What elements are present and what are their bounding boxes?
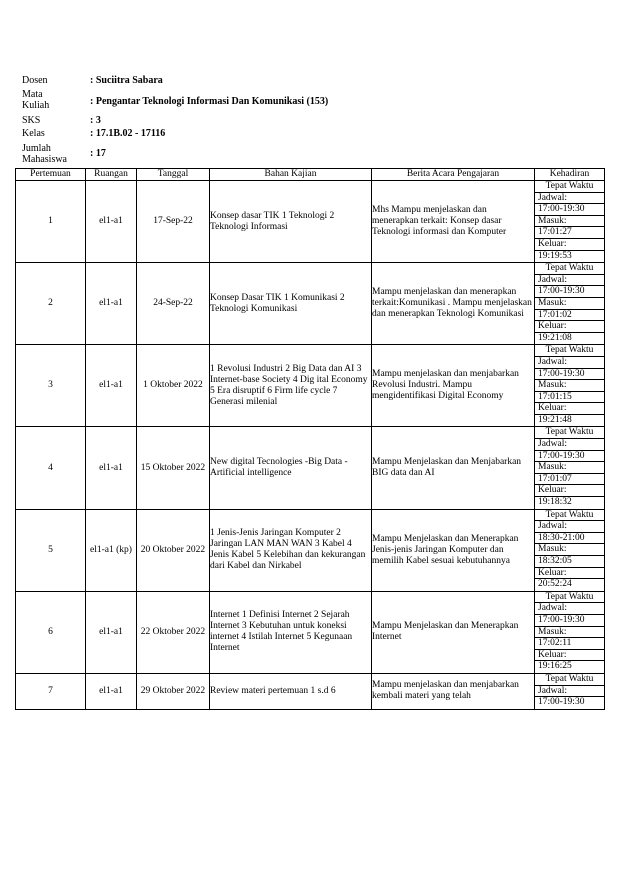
kehadiran-line: Tepat Waktu xyxy=(535,263,604,275)
cell-ruangan: el1-a1 xyxy=(86,427,137,509)
cell-pertemuan: 3 xyxy=(16,345,86,427)
kehadiran-line: 18:32:05 xyxy=(535,556,604,568)
col-header-ruangan: Ruangan xyxy=(86,169,137,181)
cell-bahan-kajian: Konsep Dasar TIK 1 Komunikasi 2 Teknologi Komunikasi xyxy=(210,263,372,345)
cell-pertemuan: 5 xyxy=(16,509,86,591)
kehadiran-line: Jadwal: xyxy=(535,193,604,205)
kehadiran-line: 17:01:27 xyxy=(535,227,604,239)
kehadiran-line: 17:01:02 xyxy=(535,310,604,322)
cell-pertemuan: 4 xyxy=(16,427,86,509)
jumlah-value: : 17 xyxy=(90,148,106,159)
cell-ruangan: el1-a1 xyxy=(86,345,137,427)
cell-ruangan: el1-a1 xyxy=(86,673,137,709)
kehadiran-line: Masuk: xyxy=(535,544,604,556)
kehadiran-line: Keluar: xyxy=(535,485,604,497)
kehadiran-line: 17:00-19:30 xyxy=(535,369,604,381)
cell-bahan-kajian: Internet 1 Definisi Internet 2 Sejarah Internet 3 Kebutuhan untuk koneksi internet 4 Istilah Internet 5 Kegunaan Internet xyxy=(210,591,372,673)
kehadiran-line: Tepat Waktu xyxy=(535,592,604,604)
kehadiran-line: 17:00-19:30 xyxy=(538,697,585,708)
kehadiran-line: 19:16:25 xyxy=(538,661,572,672)
cell-pertemuan: 7 xyxy=(16,673,86,709)
cell-kehadiran xyxy=(535,263,605,345)
cell-bahan-kajian: New digital Tecnologies -Big Data -Artificial intelligence xyxy=(210,427,372,509)
cell-berita-acara: Mhs Mampu menjelaskan dan menerapkan terkait: Konsep dasar Teknologi informasi dan Komputer xyxy=(372,181,535,263)
kehadiran-line: Jadwal: xyxy=(535,439,604,451)
matkul-value: : Pengantar Teknologi Informasi Dan Komunikasi (153) xyxy=(90,96,329,107)
table-row xyxy=(16,673,605,709)
kehadiran-line: Keluar: xyxy=(535,321,604,333)
kehadiran-line: Keluar: xyxy=(535,650,604,662)
kehadiran-line: Jadwal: xyxy=(535,275,604,287)
kehadiran-line: Jadwal: xyxy=(535,521,604,533)
cell-kehadiran xyxy=(535,181,605,263)
berita-acara-table xyxy=(15,168,605,710)
cell-tanggal: 24-Sep-22 xyxy=(137,263,210,345)
cell-bahan-kajian: Review materi pertemuan 1 s.d 6 xyxy=(210,673,372,709)
cell-berita-acara: Mampu menjelaskan dan menjabarkan kembali materi yang telah xyxy=(372,673,535,709)
kehadiran-line: 17:02:11 xyxy=(535,638,604,650)
kehadiran-line: 18:30-21:00 xyxy=(535,533,604,545)
kehadiran-stack xyxy=(535,181,604,262)
kehadiran-stack xyxy=(535,592,604,673)
col-header-bahan-kajian: Bahan Kajian xyxy=(210,169,372,181)
table-row xyxy=(16,263,605,345)
kehadiran-line: Masuk: xyxy=(535,216,604,228)
kelas-value: : 17.1B.02 - 17116 xyxy=(90,128,166,139)
kehadiran-line: 17:01:15 xyxy=(535,392,604,404)
kehadiran-line: 20:52:24 xyxy=(538,579,572,590)
table-row xyxy=(16,427,605,509)
cell-berita-acara: Mampu Menjelaskan dan Menjabarkan BIG data dan AI xyxy=(372,427,535,509)
kehadiran-line: Jadwal: xyxy=(535,603,604,615)
kehadiran-line: Tepat Waktu xyxy=(535,181,604,193)
jumlah-label-1: Jumlah xyxy=(22,143,51,154)
dosen-value: : Suciitra Sabara xyxy=(90,75,163,86)
kehadiran-stack xyxy=(535,510,604,591)
kehadiran-line: 19:19:53 xyxy=(538,250,572,261)
kehadiran-line: Tepat Waktu xyxy=(535,345,604,357)
kehadiran-line: Jadwal: xyxy=(535,357,604,369)
matkul-label-2: Kuliah xyxy=(22,100,50,111)
cell-pertemuan: 6 xyxy=(16,591,86,673)
kehadiran-line: 19:21:48 xyxy=(538,414,572,425)
cell-ruangan: el1-a1 xyxy=(86,181,137,263)
cell-kehadiran xyxy=(535,427,605,509)
cell-berita-acara: Mampu Menjelaskan dan Menerapkan Jenis-jenis Jaringan Komputer dan memilih Kabel sesuai kebutuhannya xyxy=(372,509,535,591)
cell-ruangan: el1-a1 xyxy=(86,263,137,345)
cell-ruangan: el1-a1 (kp) xyxy=(86,509,137,591)
table-row xyxy=(16,345,605,427)
cell-kehadiran xyxy=(535,591,605,673)
table-row xyxy=(16,181,605,263)
cell-bahan-kajian: Konsep dasar TIK 1 Teknologi 2 Teknologi Informasi xyxy=(210,181,372,263)
kehadiran-line: Jadwal: xyxy=(535,686,604,698)
col-header-berita-acara: Berita Acara Pengajaran xyxy=(372,169,535,181)
cell-kehadiran xyxy=(535,673,605,709)
kehadiran-line: Tepat Waktu xyxy=(535,674,604,686)
kehadiran-line: Keluar: xyxy=(535,239,604,251)
cell-bahan-kajian: 1 Jenis-Jenis Jaringan Komputer 2 Jaringan LAN MAN WAN 3 Kabel 4 Jenis Kabel 5 Kelebihan dan kekurangan dari Kabel dan Nirkabel xyxy=(210,509,372,591)
cell-tanggal: 20 Oktober 2022 xyxy=(137,509,210,591)
table-row xyxy=(16,509,605,591)
sks-value: : 3 xyxy=(90,115,101,126)
jumlah-label-2: Mahasiswa xyxy=(22,154,67,165)
cell-berita-acara: Mampu menjelaskan dan menjabarkan Revolusi Industri. Mampu mengidentifikasi Digital Economy xyxy=(372,345,535,427)
table-row xyxy=(16,591,605,673)
dosen-label: Dosen xyxy=(22,75,48,86)
kehadiran-line: Tepat Waktu xyxy=(535,510,604,522)
kehadiran-line: Masuk: xyxy=(535,298,604,310)
table-header-row xyxy=(16,169,605,181)
kehadiran-line: Masuk: xyxy=(535,380,604,392)
cell-tanggal: 17-Sep-22 xyxy=(137,181,210,263)
kehadiran-line: 17:00-19:30 xyxy=(535,204,604,216)
kehadiran-line: 17:00-19:30 xyxy=(535,286,604,298)
cell-berita-acara: Mampu menjelaskan dan menerapkan terkait:Komunikasi . Mampu menjelaskan dan menerapkan Teknologi Komunikasi xyxy=(372,263,535,345)
col-header-pertemuan: Pertemuan xyxy=(16,169,86,181)
kelas-label: Kelas xyxy=(22,128,45,139)
kehadiran-stack xyxy=(535,427,604,508)
cell-tanggal: 22 Oktober 2022 xyxy=(137,591,210,673)
kehadiran-stack xyxy=(535,345,604,426)
cell-ruangan: el1-a1 xyxy=(86,591,137,673)
matkul-label-1: Mata xyxy=(22,89,43,100)
kehadiran-stack xyxy=(535,674,604,709)
cell-bahan-kajian: 1 Revolusi Industri 2 Big Data dan AI 3 Internet-base Society 4 Dig ital Economy 5 Era disruptif 6 Firm life cycle 7 Generasi milenial xyxy=(210,345,372,427)
cell-berita-acara: Mampu Menjelaskan dan Menerapkan Internet xyxy=(372,591,535,673)
cell-tanggal: 1 Oktober 2022 xyxy=(137,345,210,427)
cell-kehadiran xyxy=(535,345,605,427)
kehadiran-line: Masuk: xyxy=(535,462,604,474)
kehadiran-line: Masuk: xyxy=(535,627,604,639)
sks-label: SKS xyxy=(22,115,41,126)
kehadiran-stack xyxy=(535,263,604,344)
col-header-kehadiran: Kehadiran xyxy=(535,169,605,181)
cell-tanggal: 29 Oktober 2022 xyxy=(137,673,210,709)
kehadiran-line: Keluar: xyxy=(535,403,604,415)
kehadiran-line: Keluar: xyxy=(535,568,604,580)
kehadiran-line: 17:01:07 xyxy=(535,474,604,486)
kehadiran-line: 17:00-19:30 xyxy=(535,451,604,463)
kehadiran-line: 19:21:08 xyxy=(538,332,572,343)
cell-tanggal: 15 Oktober 2022 xyxy=(137,427,210,509)
kehadiran-line: 19:18:32 xyxy=(538,497,572,508)
col-header-tanggal: Tanggal xyxy=(137,169,210,181)
kehadiran-line: 17:00-19:30 xyxy=(535,615,604,627)
cell-kehadiran xyxy=(535,509,605,591)
cell-pertemuan: 1 xyxy=(16,181,86,263)
cell-pertemuan: 2 xyxy=(16,263,86,345)
kehadiran-line: Tepat Waktu xyxy=(535,427,604,439)
